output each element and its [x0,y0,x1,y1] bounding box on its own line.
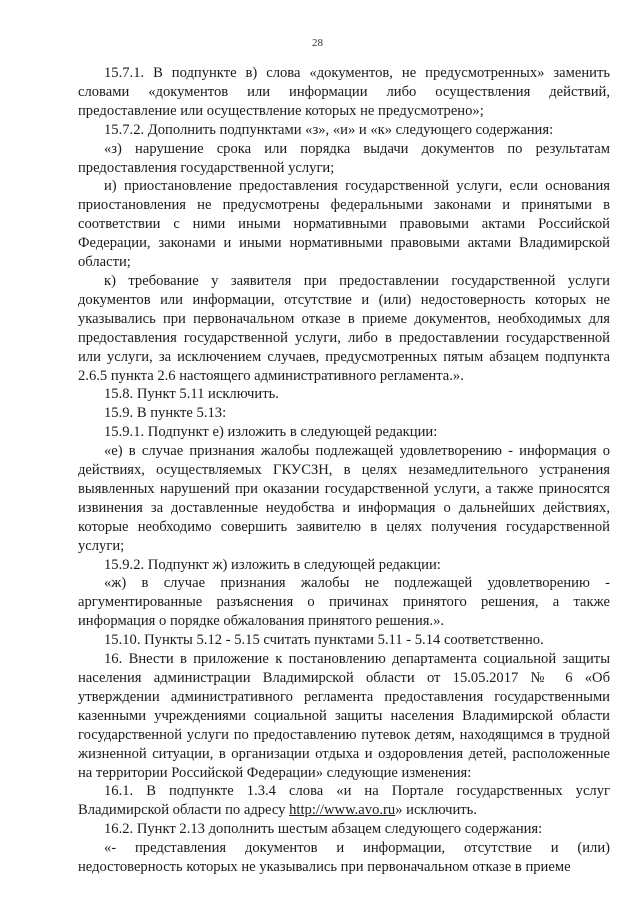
paragraph-15-9-1: 15.9.1. Подпункт е) изложить в следующей редакции: [104,424,438,441]
paragraph-16-1-after: » исключить. [395,802,477,819]
paragraph-new-clause: «- представления документов и информации, отсутствие и (или) недостоверность которых не указывались при первоначальном отказе в приеме [78,840,610,876]
paragraph-15-10: 15.10. Пункты 5.12 - 5.15 считать пунктами 5.11 - 5.14 соответственно. [104,632,544,649]
paragraph-subitem-k: к) требование у заявителя при предоставлении государственной услуги документов или информации, отсутствие и (или) недостоверность которых не указывались при первоначальном отказе в приеме документов, необходимых для предоставления государственной услуги, либо в предоставлении государственной или услуги, за исключением случаев, предусмотренных пятым абзацем подпункта 2.6.5 пункта 2.6 настоящего административного регламента.». [78,272,610,384]
paragraph-16-2: 16.2. Пункт 2.13 дополнить шестым абзацем следующего содержания: [104,821,543,838]
avo-portal-link[interactable]: http://www.avo.ru [289,802,396,819]
paragraph-subitem-zh: «ж) в случае признания жалобы не подлежащей удовлетворению - аргументированные разъяснения о причинах принятого решения, а также информация о порядке обжалования принятого решения.». [78,575,610,630]
paragraph-subitem-z: «з) нарушение срока или порядка выдачи документов по результатам предоставления государственной услуги; [78,140,610,176]
paragraph-subitem-e: «е) в случае признания жалобы подлежащей удовлетворению - информация о действиях, осуществляемых ГКУСЗН, в целях незамедлительного устранения выявленных нарушений при оказании государственной услуги, а также приносятся извинения за доставленные неудобства и информация о дальнейших действиях, которые необходимо совершить заявителю в целях получения государственной услуги; [78,443,610,554]
paragraph-15-7-1: 15.7.1. В подпункте в) слова «документов, не предусмотренных» заменить словами «документов или информации либо осуществления действий, предоставление или осуществление которых не предусмотрено»; [78,65,610,119]
document-body [78,64,610,877]
paragraph-subitem-i: и) приостановление предоставления государственной услуги, если основания приостановления не предусмотрены федеральными законами и принятыми в соответствии с ними иными нормативными правовыми актами Российской Федерации, законами и иными нормативными правовыми актами Владимирской области; [78,178,610,271]
paragraph-16: 16. Внести в приложение к постановлению департамента социальной защиты населения администрации Владимирской области от 15.05.2017 № 6 «Об утверждении административного регламента предоставления государственными казенными учреждениями социальной защиты населения Владимирской области государственной услуги по предоставлению путевок детям, находящимся в трудной жизненной ситуации, в организации отдыха и оздоровления детей, расположенные на территории Российской Федерации» следующие изменения: [78,651,610,781]
paragraph-15-9-2: 15.9.2. Подпункт ж) изложить в следующей редакции: [104,556,441,573]
paragraph-16-1-before: 16.1. В подпункте 1.3.4 слова «и на Портале государственных услуг Владимирской области по адресу [78,783,610,819]
paragraph-16-1 [78,782,610,820]
paragraph-15-9: 15.9. В пункте 5.13: [104,405,227,422]
page-number: 28 [312,37,323,49]
paragraph-15-8: 15.8. Пункт 5.11 исключить. [104,386,279,403]
paragraph-15-7-2: 15.7.2. Дополнить подпунктами «з», «и» и «к» следующего содержания: [104,121,554,138]
